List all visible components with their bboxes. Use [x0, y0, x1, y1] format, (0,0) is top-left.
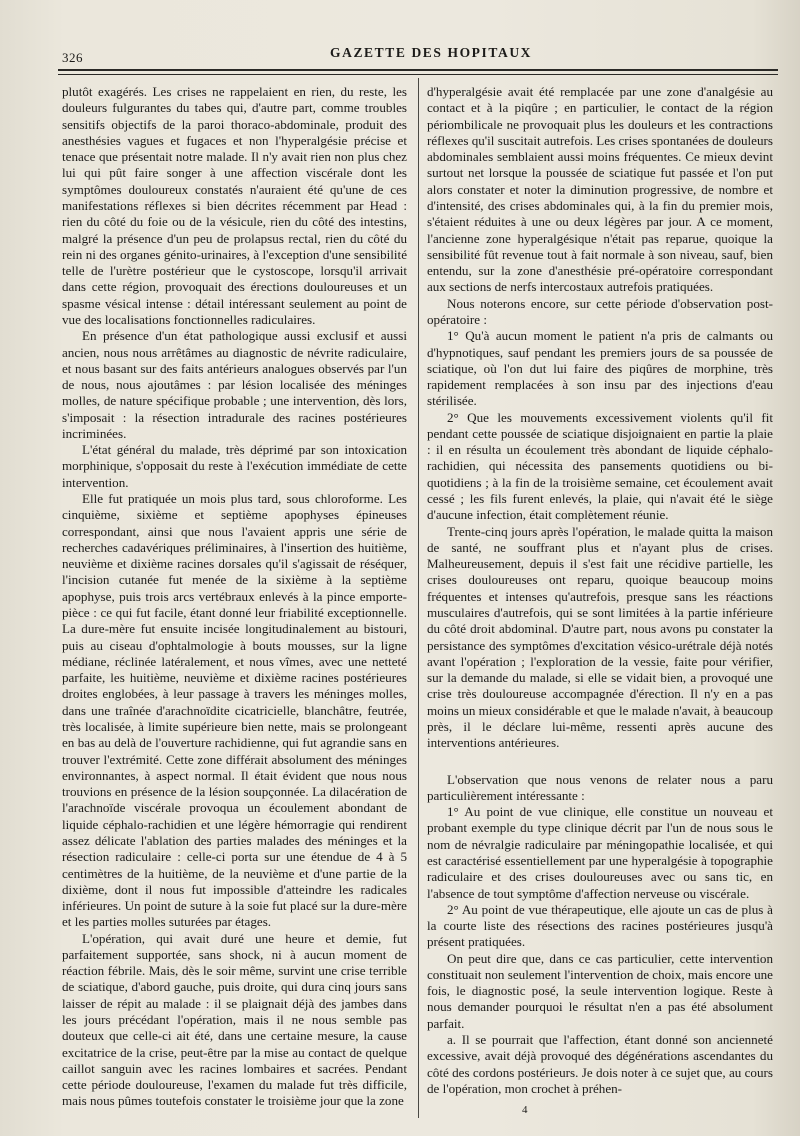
- paragraph: On peut dire que, dans ce cas particulier, cette intervention constituait non seulement l'intervention de choix, mais encore une fois, le diagnostic posé, la seule intervention logique. Reste à nous demander pourquoi le résultat n'en a pas été absolument parfait.: [427, 950, 773, 1031]
- running-title: GAZETTE DES HOPITAUX: [330, 45, 533, 60]
- paragraph: L'observation que nous venons de relater nous a paru particulièrement intéressante :: [427, 771, 773, 803]
- page-header: [58, 42, 778, 64]
- signature-mark: 4: [522, 1104, 528, 1116]
- paragraph: Nous noterons encore, sur cette période d'observation post-opératoire :: [427, 295, 773, 327]
- paragraph: 2° Au point de vue thérapeutique, elle ajoute un cas de plus à la courte liste des résections des racines postérieures jusqu'à présent pratiquées.: [427, 901, 773, 950]
- column-divider: [418, 78, 419, 1118]
- paragraph: 1° Qu'à aucun moment le patient n'a pris de calmants ou d'hypnotiques, sauf pendant les premiers jours de sa poussée de sciatique, où l'on dut lui faire des piqûres de morphine, très rapidement remplacées à son insu par des injections d'eau stérilisée.: [427, 328, 773, 409]
- header-rule-thick: [58, 69, 778, 71]
- right-column: [427, 84, 773, 1097]
- left-column: [62, 84, 407, 1110]
- paragraph: plutôt exagérés. Les crises ne rappelaient en rien, du reste, les douleurs fulgurantes du tabes qui, d'autre part, comme troubles sensitifs objectifs de la paroi thoraco-abdominale, produit des anesthésies vagues et fugaces et non l'hyperalgésie précise et tenace que présentait notre malade. Il n'y avait rien non plus chez lui qui pût faire songer à une affection viscérale dont les symptômes douloureux constatés n'auraient été qu'une de ces manifestations réflexes si bien décrites récemment par Head : rien du côté du foie ou de la vésicule, rien du côté des intestins, malgré la présence d'un peu de prolapsus rectal, rien du côté du rein ni des organes génito-urinaires, à l'exception d'une sensibilité telle de l'urètre postérieur que le cystoscope, lorsqu'il arrivait dans cette région, provoquait des érections douloureuses et un spasme vésical intense : détail intéressant seulement au point de vue des localisations fonctionnelles radiculaires.: [62, 84, 407, 327]
- paragraph: 2° Que les mouvements excessivement violents qu'il fit pendant cette poussée de sciatique disjoignaient en partie la plaie : il en résulta un écoulement très abondant de liquide céphalo-rachidien, qui nécessita des pansements quotidiens ou bi-quotidiens ; à la fin de la troisième semaine, cet écoulement avait cessé ; les fils furent enlevés, la plaie, qui n'avait été le siège d'aucune infection, était complètement réunie.: [427, 409, 773, 523]
- header-rule-thin: [58, 74, 778, 75]
- paragraph: Trente-cinq jours après l'opération, le malade quitta la maison de santé, ne souffrant plus et n'ayant plus de crises. Malheureusement, depuis il s'est fait une récidive partielle, les crises douloureuses ont reparu, quoique beaucoup moins fréquentes et intenses qu'autrefois, presque sans les réactions musculaires d'autrefois, qui se sont limitées à la partie inférieure du côté droit abdominal. D'autre part, nous avons pu constater la persistance des symptômes d'excitation vésico-urétrale déjà notés avant l'opération ; l'exploration de la vessie, faite pour vérifier, sur la demande du malade, si elle se vidait bien, a provoqué une crise très douloureuse accompagnée d'érection. Il n'y en a pas moins un mieux considérable et que le malade n'avait, à beaucoup près, il le déclare lui-même, ressenti après aucune des interventions antérieures.: [427, 523, 773, 751]
- page-number: 326: [62, 50, 83, 65]
- paragraph: d'hyperalgésie avait été remplacée par une zone d'analgésie au contact et à la piqûre ; en particulier, le contact de la région périombilicale ne provoquait plus les douleurs et les contractions réflexes qu'il suscitait autrefois. Les crises spontanées de douleurs abdominales semblaient aussi moins fréquentes. Ce mieux devint surtout net lorsque la poussée de sciatique fut passée et l'on put alors constater et noter la diminution progressive, de nombre et d'intensité, des crises abdominales qui, à la fin du premier mois, s'étaient réduites à une ou deux légères par jour. A ce moment, l'ancienne zone hyperalgésique n'était pas reparue, quoique la sensibilité fût revenue tout à fait normale à son niveau, sauf, bien entendu, sur la zone d'anesthésie pré-opératoire correspondant aux sections de nerfs intercostaux autrefois pratiquées.: [427, 84, 773, 295]
- paragraph: Elle fut pratiquée un mois plus tard, sous chloroforme. Les cinquième, sixième et septième apophyses épineuses correspondant, ainsi que nous l'avaient appris une série de recherches cadavériques préliminaires, à l'insertion des huitième, neuvième et dixième racines dorsales qu'il s'agissait de réséquer, l'incision cutanée fut menée de la sixième à la septième apophyse, puis trois arcs vertébraux enlevés à la pince emporte-pièce : ce qui fut facile, étant donné leur friabilité exceptionnelle. La dure-mère fut ensuite incisée longitudinalement au bistouri, puis au ciseau d'ophtalmologie à bouts mousses, sur la ligne médiane, réclinée latéralement, et nous vîmes, avec une netteté parfaite, les huitième, neuvième et dixième racines postérieures droites englobées, à leur passage à travers les méninges molles, dans une traînée d'arachnoïdite cicatricielle, blanchâtre, feutrée, très localisée, à limite supérieure bien nette, mais se prolongeant en bas au delà de l'ouverture rachidienne, qui fut agrandie sans en trouver l'extrémité. Cette zone différait absolument des méninges environnantes, à aspect normal. Il était évident que nous nous trouvions en présence de la lésion soupçonnée. La dilacération de l'arachnoïde viscérale provoqua un écoulement abondant de liquide céphalo-rachidien et une légère hémorragie qui rendirent assez délicate l'ablation des parties malades des méninges et la résection radiculaire : celle-ci porta sur une étendue de 4 à 5 centimètres de la huitième, de la neuvième et d'une partie de la dixième, dont il nous fut impossible d'atteindre les radicales inférieures. Un point de suture à la soie fut placé sur la dure-mère et les parties molles suturées par étages.: [62, 491, 407, 930]
- paragraph: 1° Au point de vue clinique, elle constitue un nouveau et probant exemple du type clinique décrit par l'un de nous sous le nom de névralgie radiculaire par méningopathie localisée, et qui est caractérisé essentiellement par une hyperalgésie à topographie radiculaire et des crises douloureuses avec ou sans tic, en l'absence de tout symptôme d'affection nerveuse ou viscérale.: [427, 804, 773, 901]
- paragraph: a. Il se pourrait que l'affection, étant donné son ancienneté excessive, avait déjà provoqué des dégénérations ascendantes du côté des cordons postérieurs. Je dois noter à ce sujet que, au cours de l'opération, mon crochet à préhen-: [427, 1032, 773, 1096]
- paragraph: En présence d'un état pathologique aussi exclusif et aussi ancien, nous nous arrêtâmes au diagnostic de névrite radiculaire, et nous basant sur des faits antérieurs analogues observés par l'un de nous, nous ajoutâmes : par lésion localisée des méninges molles, de nature spécifique probable ; une intervention, dès lors, s'imposait : la résection intradurale des racines postérieures incriminées.: [62, 328, 407, 441]
- paragraph: L'état général du malade, très déprimé par son intoxication morphinique, s'opposait du reste à l'exécution immédiate de cette intervention.: [62, 442, 407, 490]
- paragraph: L'opération, qui avait duré une heure et demie, fut parfaitement supportée, sans shock, ni à aucun moment de réaction fébrile. Mais, dès le soir même, survint une crise terrible de sciatique, d'abord gauche, puis droite, qui dura cinq jours sans laisser de répit au malade : il se plaignait déjà des jambes dans les jours précédant l'opération, mais il ne nous semble pas douteux que celle-ci ait été, dans une certaine mesure, la cause excitatrice de la crise, peut-être par la mise au contact de quelque caillot sanguin avec les racines lombaires et sacrées. Pendant cette période douloureuse, l'examen du malade fut très difficile, mais nous pûmes toutefois constater le troisième jour que la zone: [62, 930, 407, 1109]
